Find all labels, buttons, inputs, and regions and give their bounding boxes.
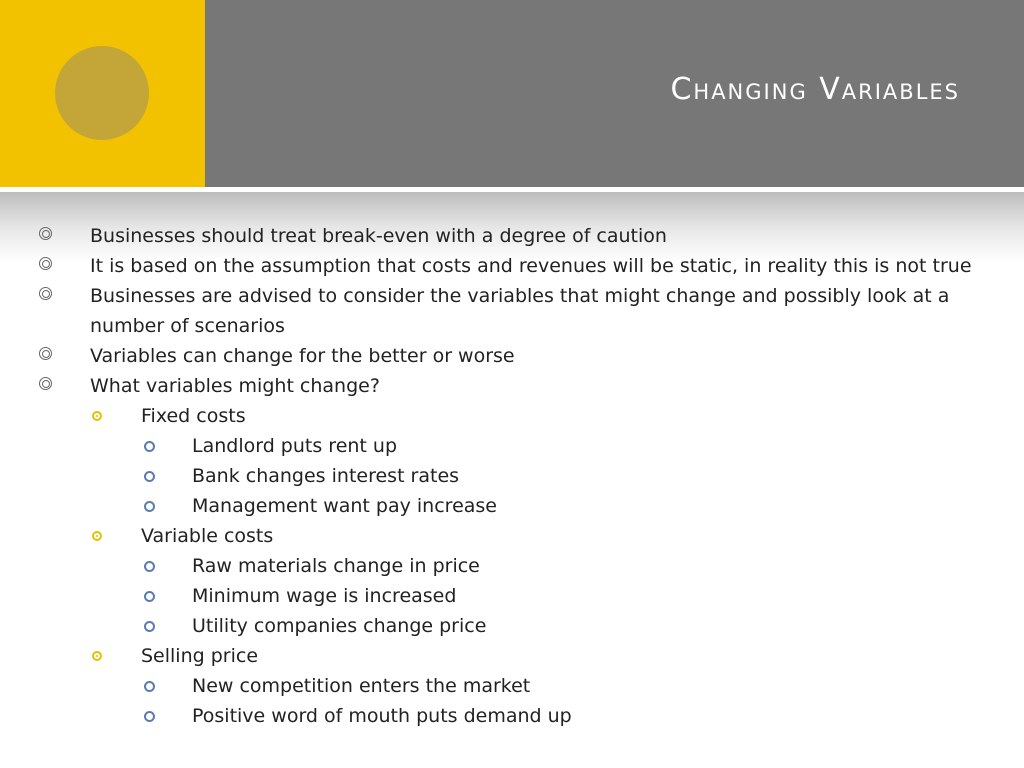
bullet-icon: [144, 711, 155, 722]
bullet-icon: [42, 380, 50, 388]
list-item-text: Variable costs: [141, 525, 274, 547]
sub-sub-list-item: [0, 491, 1024, 521]
bullet-icon: [144, 561, 155, 572]
sub-sub-list-item: [0, 431, 1024, 461]
bullet-icon: [144, 591, 155, 602]
bullet-icon: [42, 350, 50, 358]
list-item-text: What variables might change?: [90, 375, 380, 397]
list-item-text: Management want pay increase: [192, 495, 497, 517]
list-item: [0, 371, 1024, 401]
sub-sub-list-item: [0, 611, 1024, 641]
decorative-circle: [55, 46, 149, 140]
bullet-icon: [144, 501, 155, 512]
sub-list-item: [0, 641, 1024, 671]
list-item-text: Landlord puts rent up: [192, 435, 398, 457]
bullet-icon: [144, 621, 155, 632]
sub-sub-list-item: [0, 701, 1024, 731]
list-item-text: Selling price: [141, 645, 259, 667]
list-item-text: Fixed costs: [141, 405, 246, 427]
bullet-icon: [144, 471, 155, 482]
list-item-text: Positive word of mouth puts demand up: [192, 705, 572, 727]
bullet-icon: [144, 441, 155, 452]
list-item-text: It is based on the assumption that costs and revenues will be static, in reality this is not true: [90, 255, 972, 277]
list-item: [0, 281, 1024, 341]
sub-sub-list-item: [0, 581, 1024, 611]
sub-sub-list-item: [0, 551, 1024, 581]
bullet-list: [0, 221, 1024, 731]
slide-title: Changing Variables: [670, 72, 960, 107]
bullet-icon: [144, 681, 155, 692]
list-item-text: Variables can change for the better or worse: [90, 345, 515, 367]
list-item: [0, 251, 1024, 281]
sub-sub-list-item: [0, 671, 1024, 701]
bullet-icon: [42, 290, 50, 298]
bullet-icon: [42, 230, 50, 238]
list-item: [0, 221, 1024, 251]
list-item-text: New competition enters the market: [192, 675, 531, 697]
list-item-text: Bank changes interest rates: [192, 465, 460, 487]
list-item-text: Businesses are advised to consider the variables that might change and possibly look at a number of scenarios: [90, 285, 950, 337]
sub-list-item: [0, 401, 1024, 431]
bullet-icon: [92, 531, 102, 541]
bullet-icon: [92, 651, 102, 661]
list-item-text: Minimum wage is increased: [192, 585, 457, 607]
accent-block: [0, 0, 205, 187]
list-item: [0, 341, 1024, 371]
sub-sub-list-item: [0, 461, 1024, 491]
bullet-icon: [42, 260, 50, 268]
list-item-text: Raw materials change in price: [192, 555, 480, 577]
sub-list-item: [0, 521, 1024, 551]
list-item-text: Businesses should treat break-even with a degree of caution: [90, 225, 667, 247]
list-item-text: Utility companies change price: [192, 615, 487, 637]
bullet-icon: [92, 411, 102, 421]
